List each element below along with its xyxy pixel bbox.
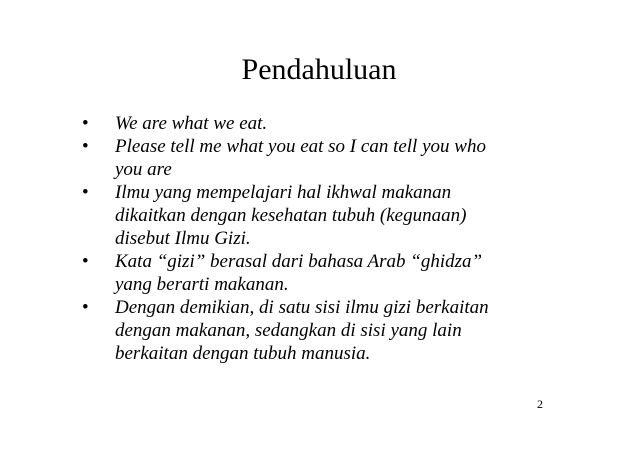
bullet-icon: •: [82, 136, 89, 157]
bullet-text-line: you are: [115, 159, 172, 180]
bullet-text-line: We are what we eat.: [115, 113, 268, 134]
bullet-icon: •: [82, 182, 89, 203]
slide-title: Pendahuluan: [241, 53, 397, 86]
bullet-text-line: Ilmu yang mempelajari hal ikhwal makanan: [115, 182, 452, 203]
bullet-list: [82, 112, 552, 365]
bullet-item: [82, 181, 552, 250]
bullet-text-line: dikaitkan dengan kesehatan tubuh (kegunaan): [115, 205, 467, 226]
bullet-text-line: Please tell me what you eat so I can tell you who: [115, 136, 486, 157]
page-number: 2: [537, 397, 543, 411]
bullet-item: [82, 135, 552, 181]
bullet-item: [82, 296, 552, 365]
bullet-text-line: yang berarti makanan.: [115, 274, 289, 295]
bullet-icon: •: [82, 297, 89, 318]
bullet-text-line: berkaitan dengan tubuh manusia.: [115, 343, 371, 364]
bullet-text-line: dengan makanan, sedangkan di sisi yang lain: [115, 320, 462, 341]
bullet-text-line: disebut Ilmu Gizi.: [115, 228, 251, 249]
bullet-icon: •: [82, 113, 89, 134]
bullet-item: [82, 112, 552, 135]
bullet-item: [82, 250, 552, 296]
bullet-icon: •: [82, 251, 89, 272]
bullet-text-line: Kata “gizi” berasal dari bahasa Arab “ghidza”: [115, 251, 483, 272]
bullet-text-line: Dengan demikian, di satu sisi ilmu gizi berkaitan: [115, 297, 489, 318]
